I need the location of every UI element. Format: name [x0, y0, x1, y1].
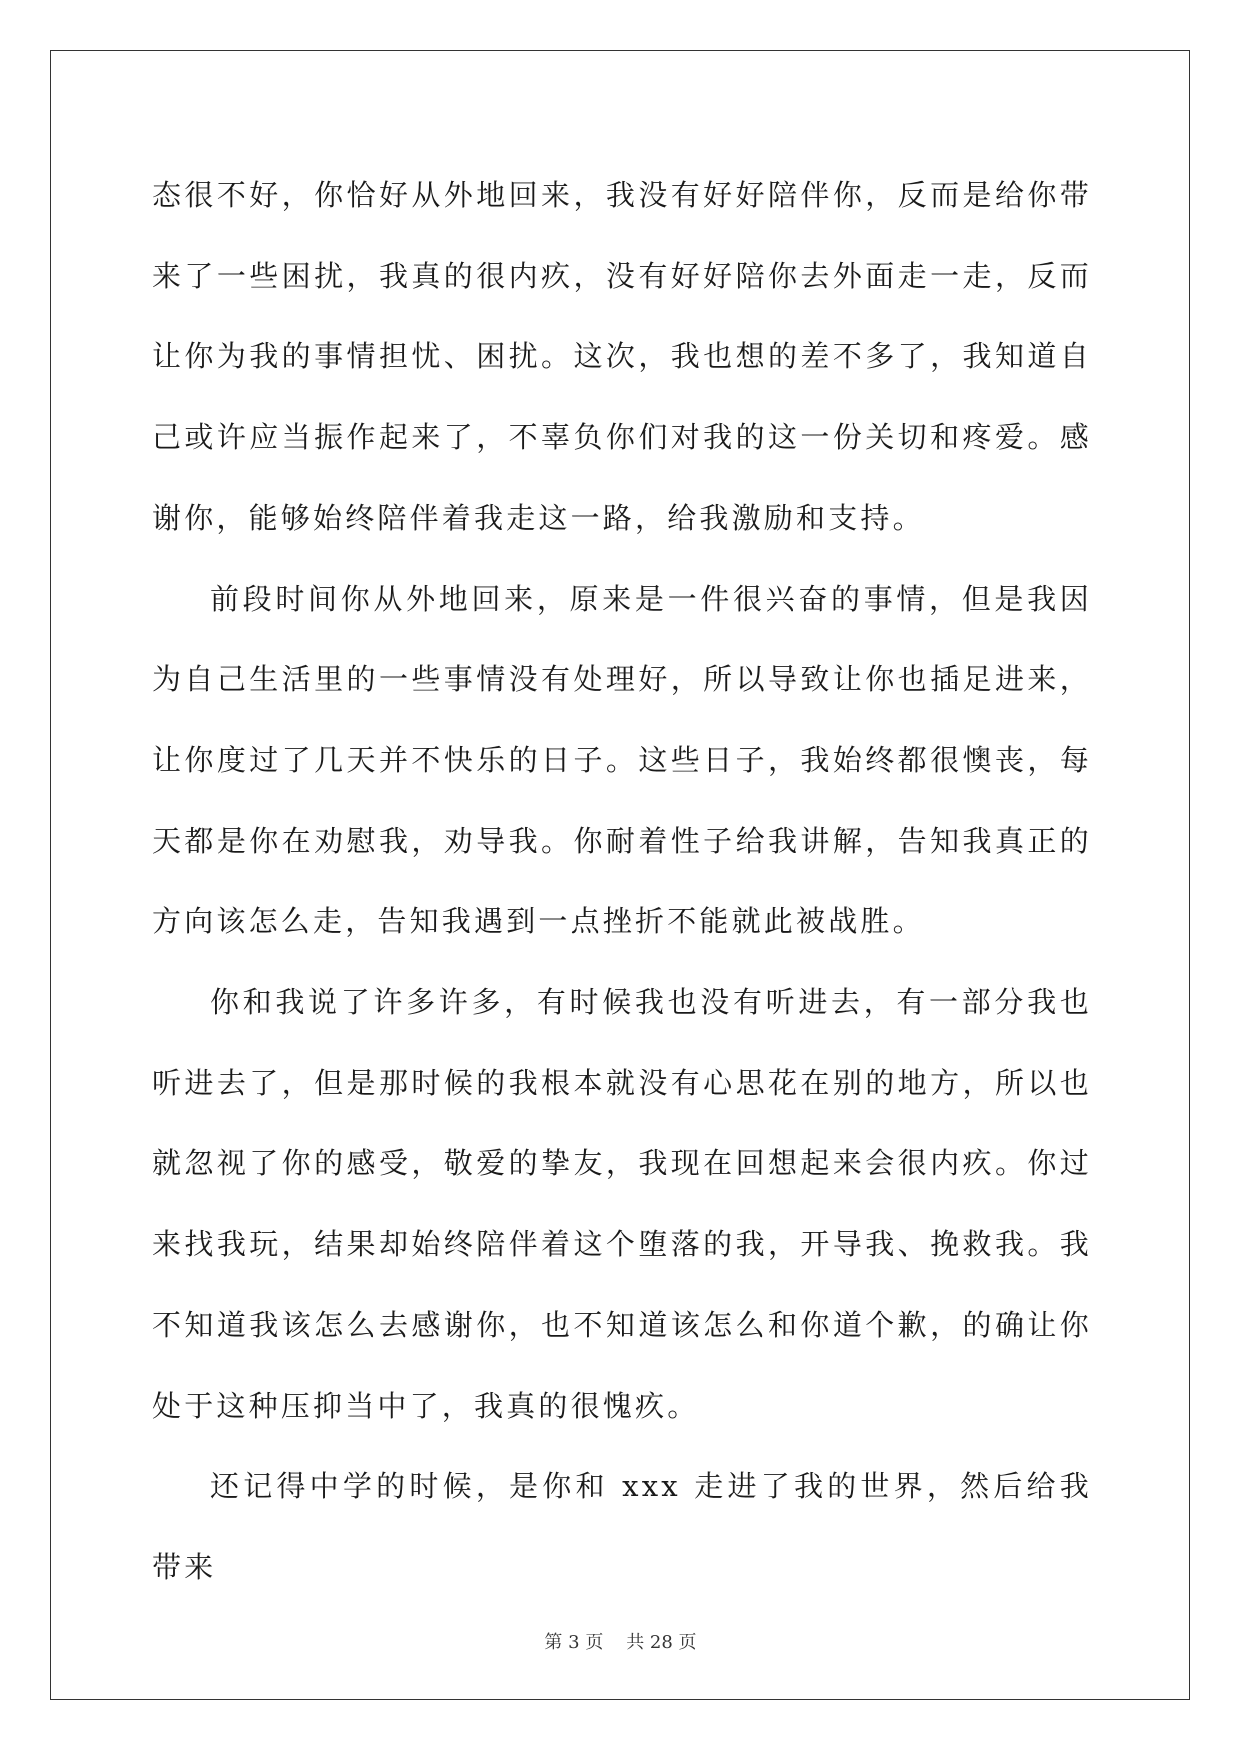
document-body — [152, 155, 1092, 1608]
paragraph-4: 还记得中学的时候，是你和 xxx 走进了我的世界，然后给我带来 — [152, 1469, 1092, 1584]
paragraph-3: 你和我说了许多许多，有时候我也没有听进去，有一部分我也听进去了，但是那时候的我根本就没有心思花在别的地方，所以也就忽视了你的感受，敬爱的挚友，我现在回想起来会很内疚。你过来找我玩，结果却始终陪伴着这个堕落的我，开导我、挽救我。我不知道我该怎么去感谢你，也不知道该怎么和你道个歉，的确让你处于这种压抑当中了，我真的很愧疚。 — [152, 985, 1092, 1423]
paragraph-2: 前段时间你从外地回来，原来是一件很兴奋的事情，但是我因为自己生活里的一些事情没有处理好，所以导致让你也插足进来，让你度过了几天并不快乐的日子。这些日子，我始终都很懊丧，每天都是你在劝慰我，劝导我。你耐着性子给我讲解，告知我真正的方向该怎么走，告知我遇到一点挫折不能就此被战胜。 — [152, 581, 1092, 939]
page-number-footer: 第 3 页 共 28 页 — [544, 1632, 697, 1653]
paragraph-1: 态很不好，你恰好从外地回来，我没有好好陪伴你，反而是给你带来了一些困扰，我真的很内疚，没有好好陪你去外面走一走，反而让你为我的事情担忧、困扰。这次，我也想的差不多了，我知道自己或许应当振作起来了，不辜负你们对我的这一份关切和疼爱。感谢你，能够始终陪伴着我走这一路，给我激励和支持。 — [152, 178, 1092, 535]
